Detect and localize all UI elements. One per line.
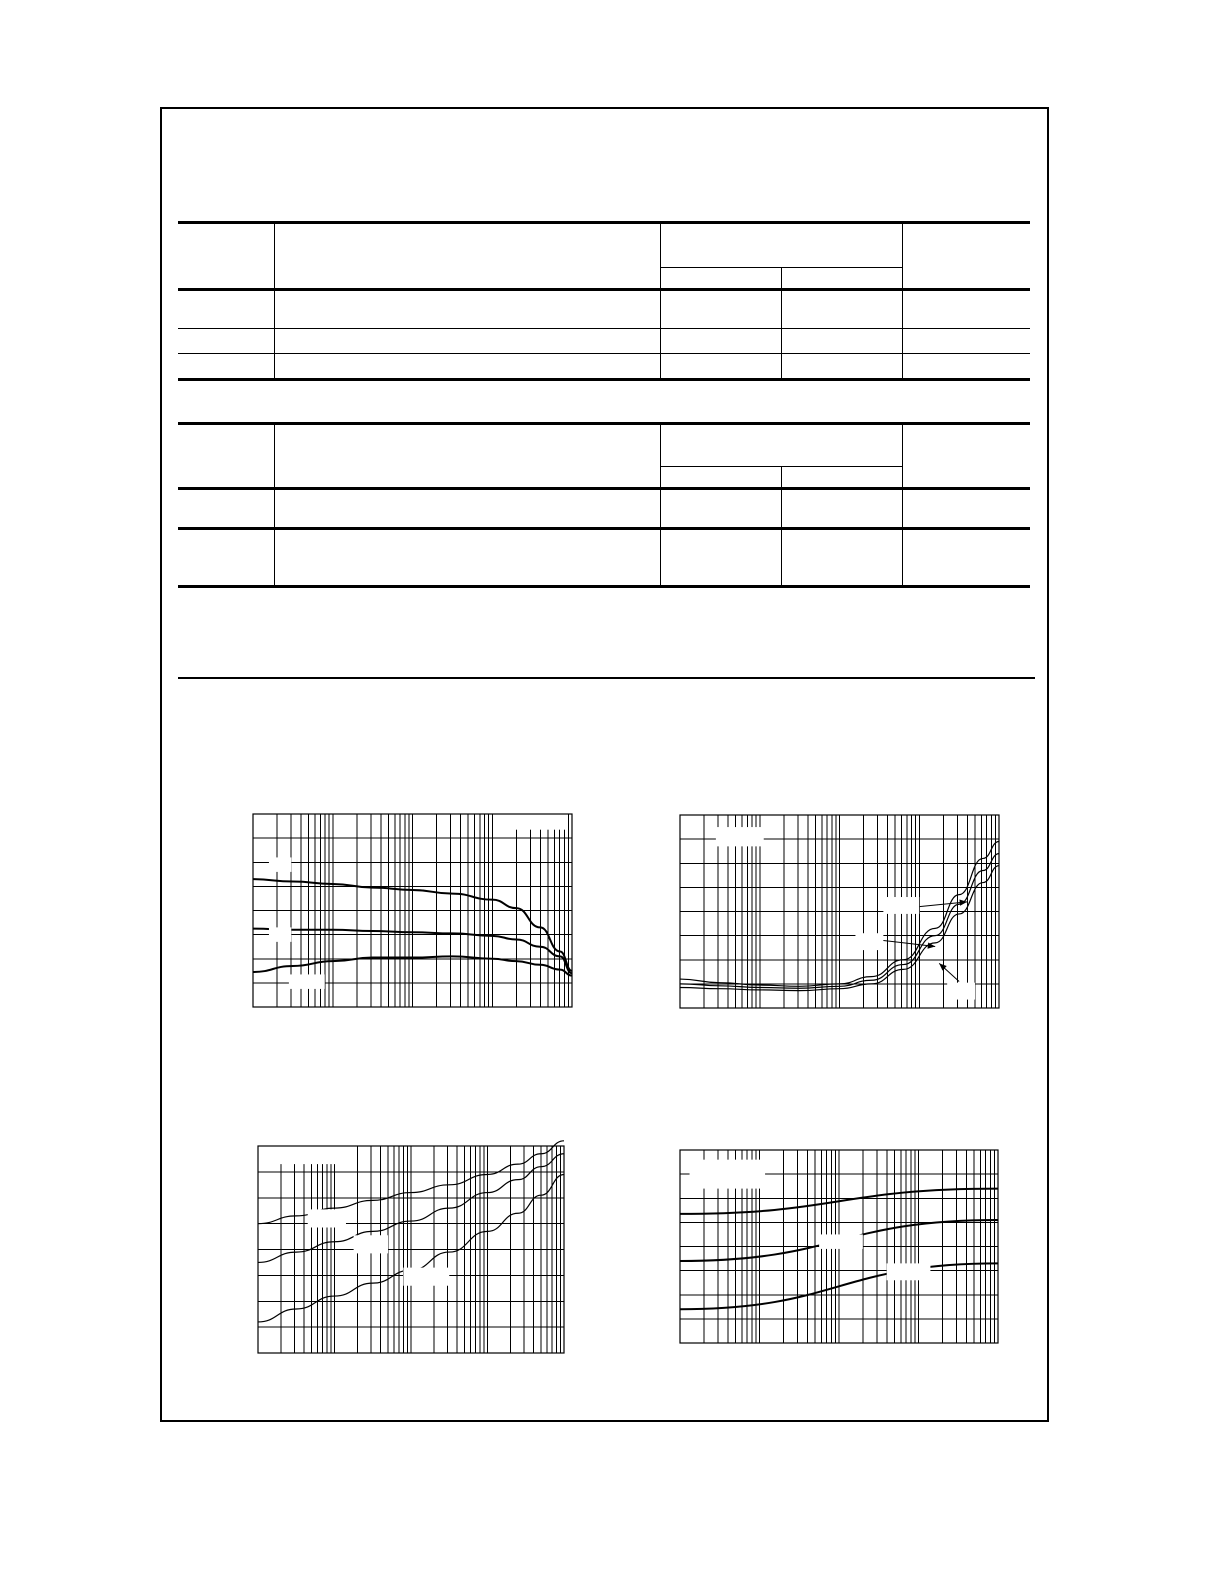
table-cell [660, 290, 781, 329]
table-cell [781, 290, 902, 329]
table-cell [178, 329, 274, 354]
chart-1 [253, 814, 572, 1007]
header-cell [274, 223, 660, 290]
header-cell [902, 424, 1030, 489]
table-cell [660, 354, 781, 380]
header-cell [178, 424, 274, 489]
table-cell [274, 290, 660, 329]
table-2 [178, 422, 1030, 588]
table-cell [781, 489, 902, 529]
table-cell [902, 489, 1030, 529]
table-cell [178, 489, 274, 529]
chart-3 [258, 1146, 564, 1353]
label-box [887, 1263, 931, 1280]
chart-2 [680, 815, 999, 1008]
chart-grid [258, 1146, 564, 1353]
table-cell [178, 290, 274, 329]
subheader-cell [781, 268, 902, 290]
subheader-cell [781, 467, 902, 489]
table-row [178, 290, 1030, 329]
header-cell [274, 424, 660, 489]
subheader-cell [660, 467, 781, 489]
table-cell [781, 354, 902, 380]
chart-4 [680, 1150, 998, 1343]
table-cell [902, 329, 1030, 354]
header-cell [660, 223, 902, 268]
header-cell [660, 424, 902, 467]
table-cell [274, 329, 660, 354]
table-header-row [178, 424, 1030, 467]
table-cell [781, 329, 902, 354]
label-box [403, 1268, 449, 1286]
label-box [855, 933, 883, 950]
header-cell [178, 223, 274, 290]
table-cell [178, 529, 274, 587]
section-divider [178, 677, 1035, 679]
table-cell [274, 354, 660, 380]
label-box [500, 813, 565, 830]
table-row [178, 529, 1030, 587]
table-row [178, 354, 1030, 380]
table-row [178, 329, 1030, 354]
table-1 [178, 221, 1030, 381]
label-box [716, 827, 764, 846]
label-box [269, 1146, 338, 1164]
table-cell [274, 489, 660, 529]
label-box [947, 983, 975, 1000]
label-box [269, 927, 291, 941]
table-cell [274, 529, 660, 587]
annotation-arrow [883, 940, 935, 946]
table-cell [660, 329, 781, 354]
label-box [354, 1235, 388, 1253]
label-box [819, 1234, 863, 1248]
table-cell [902, 529, 1030, 587]
subheader-cell [660, 268, 781, 290]
label-box [308, 1209, 346, 1227]
table-cell [660, 529, 781, 587]
label-box [289, 974, 325, 988]
table-cell [902, 290, 1030, 329]
label-box [690, 1160, 766, 1189]
label-box [269, 857, 291, 871]
header-cell [902, 223, 1030, 290]
label-box [883, 897, 919, 914]
table-cell [660, 489, 781, 529]
table-header-row [178, 223, 1030, 268]
table-cell [902, 354, 1030, 380]
table-cell [178, 354, 274, 380]
table-cell [781, 529, 902, 587]
table-row [178, 489, 1030, 529]
